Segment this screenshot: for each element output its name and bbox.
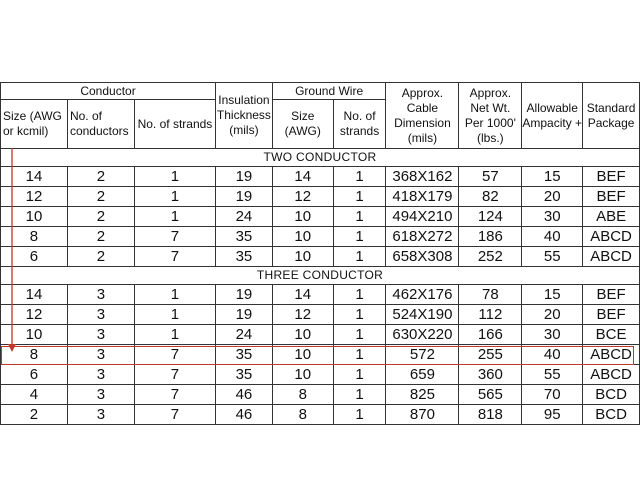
size-header: Size (AWG or kcmil) [1,100,68,149]
table-cell: 19 [216,285,273,305]
table-cell: 4 [1,385,68,405]
table-cell: 6 [1,365,68,385]
table-cell: 7 [134,247,215,267]
table-cell: 12 [1,187,68,207]
table-cell: 658X308 [386,247,459,267]
table-cell: 1 [333,365,386,385]
table-cell: BCD [583,405,640,425]
table-cell: 82 [459,187,522,207]
table-cell: 1 [134,207,215,227]
section-row [1,267,640,285]
table-cell: 1 [333,405,386,425]
table-cell: 35 [216,365,273,385]
table-cell: 7 [134,405,215,425]
table-cell: 46 [216,405,273,425]
table-cell: 19 [216,305,273,325]
table-cell: 70 [522,385,583,405]
table-cell: 462X176 [386,285,459,305]
table-cell: 10 [272,207,333,227]
table-cell: 124 [459,207,522,227]
table-cell: 35 [216,345,273,365]
table-cell: 360 [459,365,522,385]
table-cell: 1 [134,325,215,345]
table-cell: 1 [333,345,386,365]
table-cell: 112 [459,305,522,325]
table-cell: 35 [216,227,273,247]
table-cell: 630X220 [386,325,459,345]
table-cell: ABCD [583,345,640,365]
section-title: TWO CONDUCTOR [1,149,640,167]
table-cell: 8 [1,227,68,247]
table-cell: 3 [67,405,134,425]
num-conductors-header: No. of conductors [67,100,134,149]
table-cell: BCE [583,325,640,345]
table-cell: 7 [134,227,215,247]
table-row [1,227,640,247]
table-cell: 8 [272,405,333,425]
table-cell: 19 [216,187,273,207]
table-cell: 3 [67,365,134,385]
table-cell: BEF [583,285,640,305]
table-row [1,405,640,425]
table-cell: 1 [333,285,386,305]
table-cell: 565 [459,385,522,405]
section-row [1,149,640,167]
table-row [1,207,640,227]
table-cell: 95 [522,405,583,425]
table-cell: 55 [522,365,583,385]
table-cell: 3 [67,325,134,345]
table-cell: BEF [583,305,640,325]
table-cell: 3 [67,305,134,325]
table-cell: 7 [134,365,215,385]
table-cell: 1 [134,167,215,187]
table-cell: 40 [522,227,583,247]
table-cell: 524X190 [386,305,459,325]
table-cell: 12 [272,187,333,207]
table-cell: 818 [459,405,522,425]
insulation-header: Insulation Thickness (mils) [216,83,273,149]
table-row [1,385,640,405]
table-cell: 20 [522,305,583,325]
table-cell: 12 [272,305,333,325]
table-cell: 2 [67,247,134,267]
table-row [1,187,640,207]
section-title: THREE CONDUCTOR [1,267,640,285]
table-cell: 55 [522,247,583,267]
table-cell: 14 [272,285,333,305]
table-cell: ABE [583,207,640,227]
table-cell: 8 [1,345,68,365]
table-cell: 24 [216,325,273,345]
ground-wire-group-header: Ground Wire [272,83,386,100]
table-cell: 14 [1,285,68,305]
table-cell: 368X162 [386,167,459,187]
table-cell: 10 [1,325,68,345]
table-cell: 1 [333,187,386,207]
table-cell: 1 [333,247,386,267]
table-cell: BEF [583,187,640,207]
table-cell: 1 [134,305,215,325]
table-cell: 8 [272,385,333,405]
table-cell: 2 [67,187,134,207]
table-cell: 825 [386,385,459,405]
table-cell: 57 [459,167,522,187]
table-cell: ABCD [583,365,640,385]
table-row [1,305,640,325]
table-cell: 2 [67,167,134,187]
ground-strands-header: No. of strands [333,100,386,149]
table-cell: 659 [386,365,459,385]
table-cell: 3 [67,385,134,405]
table-cell: 572 [386,345,459,365]
table-cell: ABCD [583,247,640,267]
cable-spec-table [0,82,640,425]
table-cell: 1 [333,207,386,227]
table-cell: 1 [333,385,386,405]
table-cell: 12 [1,305,68,325]
conductor-group-header: Conductor [1,83,216,100]
table-cell: 30 [522,207,583,227]
table-cell: 255 [459,345,522,365]
table-cell: 10 [272,247,333,267]
standard-package-header: Standard Package [583,83,640,149]
table-cell: 7 [134,345,215,365]
table-row [1,345,640,365]
table-cell: 494X210 [386,207,459,227]
table-cell: 40 [522,345,583,365]
table-cell: 870 [386,405,459,425]
table-cell: 10 [272,345,333,365]
table-body [1,149,640,425]
table-cell: 10 [1,207,68,227]
table-row [1,365,640,385]
table-cell: 1 [333,167,386,187]
table-cell: 2 [67,207,134,227]
table-cell: 2 [67,227,134,247]
table-cell: 14 [1,167,68,187]
table-row [1,325,640,345]
table-cell: 1 [333,227,386,247]
table-cell: 10 [272,365,333,385]
num-strands-header: No. of strands [134,100,215,149]
table-cell: 3 [67,345,134,365]
table-header [1,83,640,149]
table-cell: 252 [459,247,522,267]
table-cell: 46 [216,385,273,405]
table-cell: 15 [522,285,583,305]
table-cell: 3 [67,285,134,305]
ground-size-header: Size (AWG) [272,100,333,149]
table-cell: 24 [216,207,273,227]
ampacity-header: Allowable Ampacity + [522,83,583,149]
table-cell: 1 [333,305,386,325]
table-cell: 1 [134,187,215,207]
table-cell: 35 [216,247,273,267]
table-cell: 30 [522,325,583,345]
table-cell: 186 [459,227,522,247]
table-cell: 418X179 [386,187,459,207]
table-cell: ABCD [583,227,640,247]
table-cell: BEF [583,167,640,187]
table-cell: 166 [459,325,522,345]
table-cell: 14 [272,167,333,187]
table-cell: 1 [134,285,215,305]
table-row [1,167,640,187]
table-cell: 2 [1,405,68,425]
table-cell: 10 [272,227,333,247]
table-cell: 7 [134,385,215,405]
table-row [1,247,640,267]
table-cell: 15 [522,167,583,187]
table-cell: BCD [583,385,640,405]
table-cell: 6 [1,247,68,267]
cable-dimension-header: Approx. Cable Dimension (mils) [386,83,459,149]
net-weight-header: Approx. Net Wt. Per 1000' (lbs.) [459,83,522,149]
table-cell: 1 [333,325,386,345]
table-row [1,285,640,305]
table-cell: 618X272 [386,227,459,247]
table-cell: 78 [459,285,522,305]
table-cell: 10 [272,325,333,345]
table-cell: 19 [216,167,273,187]
table-cell: 20 [522,187,583,207]
